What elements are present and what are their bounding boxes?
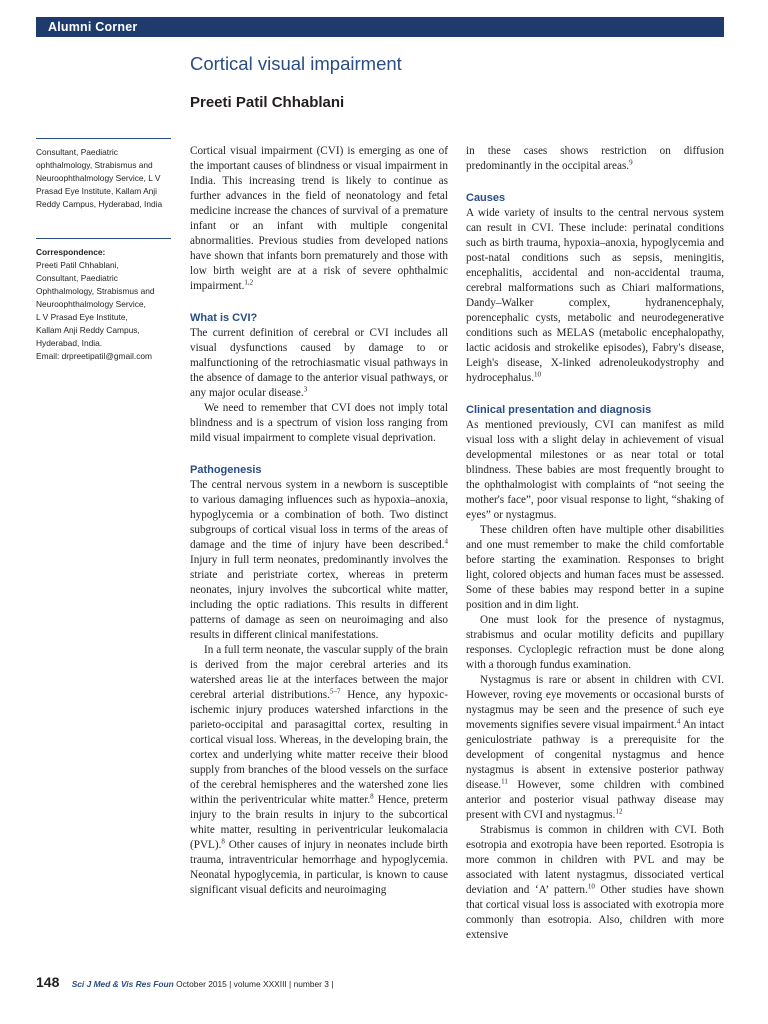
body-column-left (190, 144, 448, 898)
correspondence-line: Ophthalmology, Strabismus and (36, 286, 155, 296)
paragraph: The current definition of cerebral or CVI includes all visual dysfunctions caused by damage to or malfunctioning of the retrochiasmatic visual pathways in the absence of damage to the anterior visual pathways, or any major ocular disease.$^3$ (190, 327, 448, 399)
paragraph: In a full term neonate, the vascular supply of the brain is derived from the major cerebral arteries and its watershed areas lie at the interfaces between the major cerebral arterial distributions.$^{5-7}$ Hence, any hypoxic-ischemic injury produces watershed infarctions in the parieto-occipital and parasagittal cortex, resulting in cortical visual loss. Whereas, in the developing brain, the cortex and underlying white matter receive their blood supply from branches of the blood vessels on the surface of the cerebral hemispheres and the watershed zone lies within the periventricular white matter.$^8$ Hence, preterm injury to the brain results in injury to the subcortical white matter, resulting in periventricular leukomalacia (PVL).$^8$ Other causes of injury in neonates include birth trauma, intraventricular hemorrhage and hypoglycemia. Neonatal hypoglycemia, in particular, is known to cause significant visual deficits and neuroimaging (190, 644, 449, 896)
paragraph: Nystagmus is rare or absent in children with CVI. However, roving eye movements or occasional bursts of nystagmus may be seen and the presence of such eye movements signifies severe visual impairment.$^4$ An intact geniculostriate pathway is a prerequisite for the development of congenital nystagmus and hence nystagmus is absent in extensive posterior pathway disease.$^{11}$ However, some children with combined anterior and posterior visual pathway disease may present with CVI and nystagmus.$^{12}$ (466, 674, 724, 821)
correspondence-line: Preeti Patil Chhablani, (36, 260, 119, 270)
paragraph: As mentioned previously, CVI can manifest as mild visual loss with a slight delay in achievement of visual developmental milestones or as near total or total blindness. These babies are most frequently brought to the ophthalmologist with complaints of “not seeing the mother's face”, poor visual response to light, “shaking of eyes” or nystagmus. (466, 419, 724, 521)
citation: 5–7 (329, 687, 341, 696)
issue-info: October 2015 | volume XXXIII | number 3 | (176, 979, 334, 989)
citation: 12 (615, 807, 623, 816)
citation: 10 (587, 882, 595, 891)
citation: 9 (629, 158, 633, 167)
paragraph: in these cases shows restriction on diffusion predominantly in the occipital areas.$^9$ (466, 145, 724, 172)
citation: 3 (303, 385, 308, 394)
correspondence-label: Correspondence: (36, 247, 106, 257)
citation: 11 (501, 777, 508, 786)
paragraph: The central nervous system in a newborn is susceptible to various damaging influences such as hypoxia–anoxia, hypoglycemia or a combination of both. Two distinct subgroups of cortical visual loss in terms of the areas of damage and the time of injury have been described.$^4$ Injury in full term neonates, predominantly involves the striate and peristriate cortex, whereas in preterm neonates, injury involves the subcortical white matter, including the optic radiations. This results in different patterns of damage as seen on neuroimaging and also results in different clinical manifestations. (190, 479, 448, 641)
heading-pathogenesis: Pathogenesis (190, 464, 262, 476)
citation: 4 (676, 717, 681, 726)
body-column-right (466, 144, 724, 943)
heading-causes: Causes (466, 192, 506, 204)
journal-name: Sci J Med & Vis Res Foun (71, 979, 174, 989)
correspondence (36, 246, 176, 363)
section-banner: Alumni Corner (36, 17, 724, 37)
affiliation: Consultant, Paediatric ophthalmology, Strabismus and Neuroophthalmology Service, L V Prasad Eye Institute, Kallam Anji Reddy Campus, Hyderabad, India (36, 147, 163, 209)
paragraph: We need to remember that CVI does not imply total blindness and is a spectrum of vision loss ranging from mild visual impairment to complete visual deprivation. (190, 402, 448, 444)
paragraph: A wide variety of insults to the central nervous system can result in CVI. These include: perinatal conditions such as birth trauma, hypoxia–anoxia, hypoglycemia and post-natal conditions such as sepsis, meningitis, encephalitis, accidental and non-accidental trauma, cerebral malformations such as Chiari malformations, Dandy–Walker complex, hydranencephaly, porencephalic cysts, metabolic and neurodegenerative conditions such as MELAS (metabolic encephalopathy, lactic acidosis and strokelike episodes), Fabry's disease, Leigh's disease, X-linked adrenoleukodystrophy and hydrocephalus.$^{10}$ (466, 207, 724, 384)
paragraph: One must look for the presence of nystagmus, strabismus and ocular motility deficits and pupillary responses. Cycloplegic refraction must be done along with a thorough fundus examination. (466, 614, 724, 671)
citation: 8 (370, 792, 374, 801)
citation: 4 (444, 537, 448, 546)
article-title: Cortical visual impairment (190, 53, 402, 74)
sidebar-rule-top (36, 138, 171, 139)
correspondence-line: Consultant, Paediatric (36, 273, 118, 283)
paragraph: Strabismus is common in children with CVI. Both esotropia and exotropia have been reported. Esotropia is more common in children with PVL and may be associated with latent nystagmus, dissociated vertical deviation and ‘A’ pattern.$^{10}$ Other studies have shown that cortical visual loss is associated with exotropia more commonly than esotropia. Also, children with more extensive (466, 824, 724, 941)
article-author: Preeti Patil Chhablani (190, 94, 345, 111)
sidebar-rule-bottom (36, 238, 171, 239)
heading-clinical-presentation: Clinical presentation and diagnosis (466, 404, 652, 416)
citation: 1,2 (244, 278, 254, 287)
correspondence-line: L V Prasad Eye Institute, (36, 312, 128, 322)
citation: 10 (534, 370, 542, 379)
correspondence-line: Kallam Anji Reddy Campus, (36, 325, 140, 335)
page-number: 148 (36, 974, 60, 990)
paragraph: These children often have multiple other disabilities and one must remember to make the child comfortable before starting the examination. Responses to bright light, colored objects and human faces must be assessed. Some of these babies may respond better in a supine position and in dim light. (466, 524, 724, 611)
correspondence-email: Email: drpreetipatil@gmail.com (36, 351, 153, 361)
correspondence-line: Neuroophthalmology Service, (36, 299, 146, 309)
correspondence-line: Hyderabad, India. (36, 338, 103, 348)
intro-paragraph: Cortical visual impairment (CVI) is emerging as one of the important causes of blindness or visual impairment in India. This increasing trend is likely to continue as further advances in the field of neonatology and fetal medicine increase the chances of survival of a premature infant or an infant with multiple congenital abnormalities. Previous studies from developed nations have shown that infants born prematurely and those with low birth weight are at a risk of severe ophthalmic impairment.$^{1,2}$ (190, 145, 448, 292)
citation: 8 (221, 837, 225, 846)
page-footer (36, 974, 333, 990)
heading-what-is-cvi: What is CVI? (190, 312, 258, 324)
